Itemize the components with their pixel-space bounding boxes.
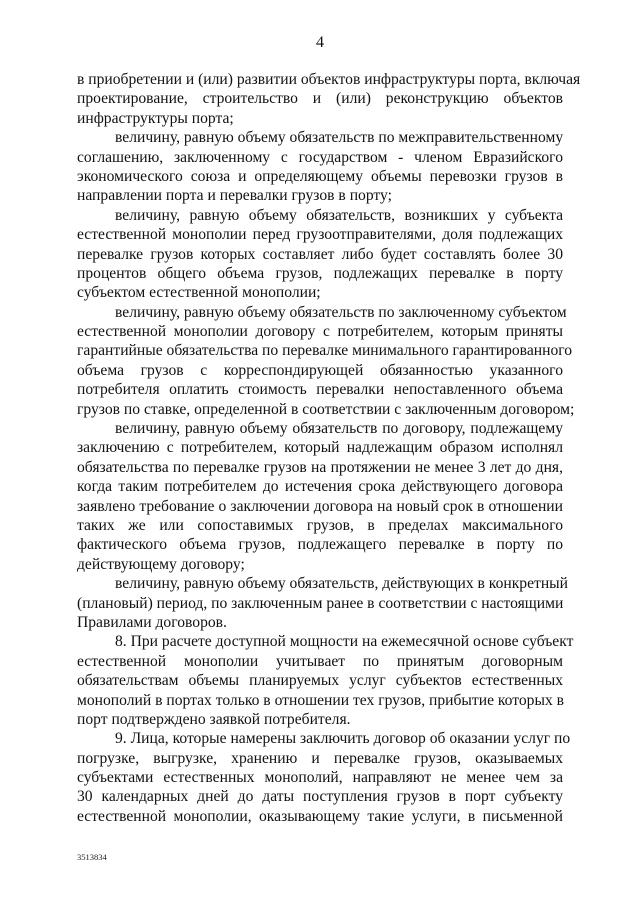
text-line: гарантийные обязательства по перевалке минимального гарантированного xyxy=(77,342,573,360)
text-line: (плановый) период, по заключенным ранее в соответствии с настоящими xyxy=(77,594,564,612)
text-line: экономического союза и определяющему объемы перевозки грузов в xyxy=(77,167,563,185)
text-line: величину, равную объему обязательств, возникших у субъекта xyxy=(115,206,563,224)
page-number: 4 xyxy=(316,34,324,51)
text-line: естественной монополии перед грузоотправителями, доля подлежащих xyxy=(77,226,563,244)
text-line: величину, равную объему обязательств, действующих в конкретный xyxy=(115,575,568,593)
text-line: обязательства по перевалке грузов на протяжении не менее 3 лет до дня, xyxy=(77,458,563,476)
text-line: обязательствам объемы планируемых услуг субъектов естественных xyxy=(77,672,563,690)
text-line: заявлено требование о заключении договора на новый срок в отношении xyxy=(77,497,563,515)
text-line: проектирование, строительство и (или) реконструкцию объектов xyxy=(77,90,563,108)
text-line: соглашению, заключенному с государством - членом Евразийского xyxy=(77,148,563,166)
text-line: величину, равную объему обязательств по заключенному субъектом xyxy=(115,303,567,321)
text-line: действующему договору; xyxy=(77,555,245,573)
text-line: процентов общего объема грузов, подлежащих перевалке в порту xyxy=(77,264,563,282)
text-line: таких же или сопоставимых грузов, в пределах максимального xyxy=(77,516,563,534)
text-line: Правилами договоров. xyxy=(77,613,227,631)
text-line: фактического объема грузов, подлежащего перевалке в порту по xyxy=(77,536,563,554)
text-line: заключению с потребителем, который надлежащим образом исполнял xyxy=(77,439,563,457)
text-line: порт подтверждено заявкой потребителя. xyxy=(77,710,351,728)
text-line: 30 календарных дней до даты поступления грузов в порт субъекту xyxy=(77,788,563,806)
text-line: когда таким потребителем до истечения срока действующего договора xyxy=(77,478,563,496)
text-line: объема грузов с корреспондирующей обязанностью указанного xyxy=(77,361,563,379)
text-line: субъектами естественных монополий, направляют не менее чем за xyxy=(77,769,563,787)
text-line: грузов по ставке, определенной в соответствии с заключенным договором; xyxy=(77,400,575,418)
text-line: естественной монополии учитывает по принятым договорным xyxy=(77,652,563,670)
text-line: направлении порта и перевалки грузов в порту; xyxy=(77,187,392,205)
text-line: 9. Лица, которые намерены заключить договор об оказании услуг по xyxy=(115,730,571,748)
text-line: естественной монополии, оказывающему такие услуги, в письменной xyxy=(77,807,563,825)
text-line: потребителя оплатить стоимость перевалки непоставленного объема xyxy=(77,381,563,399)
text-line: величину, равную объему обязательств по договору, подлежащему xyxy=(115,420,563,438)
text-line: величину, равную объему обязательств по межправительственному xyxy=(115,129,564,147)
text-line: монополий в портах только в отношении тех грузов, прибытие которых в xyxy=(77,691,564,709)
text-line: перевалке грузов которых составляет либо будет составлять более 30 xyxy=(77,245,563,263)
text-line: 8. При расчете доступной мощности на ежемесячной основе субъект xyxy=(115,633,574,651)
text-line: в приобретении и (или) развитии объектов инфраструктуры порта, включая xyxy=(77,71,581,88)
text-line: погрузке, выгрузке, хранению и перевалке грузов, оказываемых xyxy=(77,749,563,767)
text-line: субъектом естественной монополии; xyxy=(77,284,321,302)
text-line: естественной монополии договору с потребителем, которым приняты xyxy=(77,323,563,341)
text-line: инфраструктуры порта; xyxy=(77,109,234,127)
document-body xyxy=(77,70,581,826)
document-code: 3513834 xyxy=(77,852,107,862)
